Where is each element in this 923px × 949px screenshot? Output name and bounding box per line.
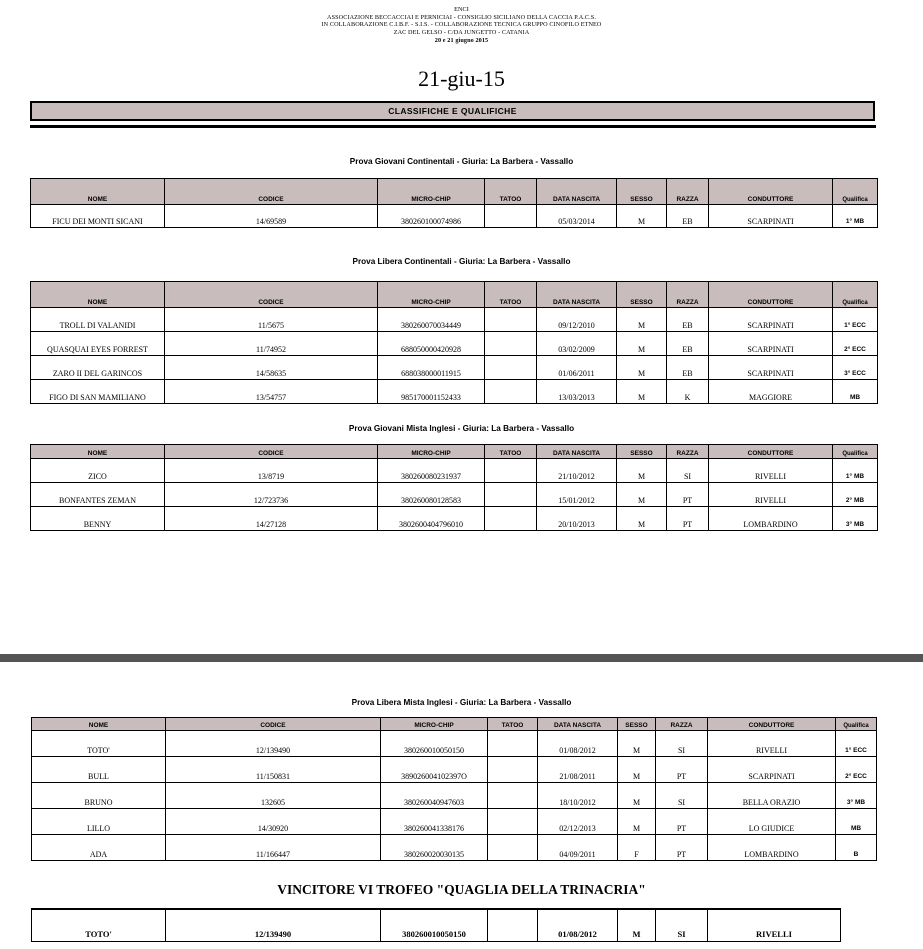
cell-handler: MAGGIORE xyxy=(709,380,833,404)
cell-sex: M xyxy=(617,380,667,404)
cell-breed: PT xyxy=(667,507,709,531)
column-header-handler: CONDUTTORE xyxy=(708,718,836,731)
winner-table xyxy=(31,908,841,942)
table-row xyxy=(31,459,878,483)
cell-qualification: 3° ECC xyxy=(833,356,878,380)
cell-breed: EB xyxy=(667,332,709,356)
cell-qualification: 1° ECC xyxy=(836,731,877,757)
table-row xyxy=(31,380,878,404)
cell-birth-date: 05/03/2014 xyxy=(537,205,617,228)
cell-birth-date: 13/03/2013 xyxy=(537,380,617,404)
table-row xyxy=(32,783,877,809)
column-header-code: CODICE xyxy=(166,718,381,731)
cell-handler: RIVELLI xyxy=(709,459,833,483)
cell-name: BULL xyxy=(32,757,166,783)
cell-birth-date: 15/01/2012 xyxy=(537,483,617,507)
column-header-microchip: MICRO-CHIP xyxy=(378,445,485,459)
cell-microchip: 688038000011915 xyxy=(378,356,485,380)
winner-cell-code: 12/139490 xyxy=(166,909,381,942)
cell-microchip: 380260010050150 xyxy=(381,731,488,757)
cell-sex: M xyxy=(618,783,656,809)
section-caption-libera-continentali: Prova Libera Continentali - Giuria: La Barbera - Vassallo xyxy=(352,257,571,266)
column-header-qualification: Qualifica xyxy=(833,445,878,459)
cell-qualification: B xyxy=(836,835,877,861)
table-row xyxy=(31,356,878,380)
table-row xyxy=(31,483,878,507)
cell-handler: LOMBARDINO xyxy=(708,835,836,861)
cell-sex: M xyxy=(617,483,667,507)
column-header-tatoo: TATOO xyxy=(488,718,538,731)
column-header-code: CODICE xyxy=(165,282,378,308)
section-caption-libera-mista-inglesi: Prova Libera Mista Inglesi - Giuria: La Barbera - Vassallo xyxy=(351,698,572,707)
cell-code: 14/69589 xyxy=(165,205,378,228)
column-header-birth-date: DATA NASCITA xyxy=(537,445,617,459)
column-header-birth-date: DATA NASCITA xyxy=(537,282,617,308)
cell-name: BONFANTES ZEMAN xyxy=(31,483,165,507)
cell-qualification: 3° MB xyxy=(836,783,877,809)
results-table-giovani-mista-inglesi xyxy=(30,444,878,531)
cell-code: 12/723736 xyxy=(165,483,378,507)
winner-cell-microchip: 380260010050150 xyxy=(381,909,488,942)
column-header-name: NOME xyxy=(31,282,165,308)
cell-breed: PT xyxy=(656,835,708,861)
column-header-sex: SESSO xyxy=(617,282,667,308)
cell-breed: PT xyxy=(667,483,709,507)
cell-tatoo xyxy=(485,459,537,483)
cell-code: 11/74952 xyxy=(165,332,378,356)
cell-handler: SCARPINATI xyxy=(709,308,833,332)
column-header-birth-date: DATA NASCITA xyxy=(537,179,617,205)
winner-row xyxy=(32,909,841,942)
cell-microchip: 985170001152433 xyxy=(378,380,485,404)
cell-handler: LO GIUDICE xyxy=(708,809,836,835)
cell-microchip: 3802600404796010 xyxy=(378,507,485,531)
cell-name: FIGO DI SAN MAMILIANO xyxy=(31,380,165,404)
table-row xyxy=(32,757,877,783)
cell-birth-date: 20/10/2013 xyxy=(537,507,617,531)
cell-tatoo xyxy=(485,332,537,356)
cell-sex: M xyxy=(618,731,656,757)
column-header-breed: RAZZA xyxy=(656,718,708,731)
cell-qualification: 2° ECC xyxy=(833,332,878,356)
cell-handler: RIVELLI xyxy=(709,483,833,507)
column-header-name: NOME xyxy=(31,179,165,205)
winner-cell-handler: RIVELLI xyxy=(708,909,841,942)
cell-qualification: MB xyxy=(836,809,877,835)
table-row xyxy=(31,205,878,228)
cell-handler: SCARPINATI xyxy=(709,356,833,380)
cell-qualification: 2° ECC xyxy=(836,757,877,783)
column-header-handler: CONDUTTORE xyxy=(709,282,833,308)
cell-code: 13/54757 xyxy=(165,380,378,404)
winner-cell-sex: M xyxy=(618,909,656,942)
cell-name: TROLL DI VALANIDI xyxy=(31,308,165,332)
cell-code: 14/27128 xyxy=(165,507,378,531)
column-header-tatoo: TATOO xyxy=(485,282,537,308)
cell-handler: SCARPINATI xyxy=(708,757,836,783)
cell-name: ZICO xyxy=(31,459,165,483)
cell-microchip: 688050000420928 xyxy=(378,332,485,356)
cell-tatoo xyxy=(488,809,538,835)
column-header-breed: RAZZA xyxy=(667,282,709,308)
classification-banner: CLASSIFICHE E QUALIFICHE xyxy=(30,101,875,121)
header-line-collaboration: IN COLLABORAZIONE C.I.B.F. - S.I.S. - COLLABORAZIONE TECNICA GRUPPO CINOFILO ETNEO xyxy=(321,21,602,28)
cell-birth-date: 18/10/2012 xyxy=(538,783,618,809)
column-header-name: NOME xyxy=(31,445,165,459)
cell-tatoo xyxy=(485,356,537,380)
cell-birth-date: 03/02/2009 xyxy=(537,332,617,356)
cell-sex: M xyxy=(618,809,656,835)
column-header-microchip: MICRO-CHIP xyxy=(378,282,485,308)
header-line-dates: 20 e 21 giugno 2015 xyxy=(434,37,489,44)
cell-code: 11/5675 xyxy=(165,308,378,332)
cell-sex: M xyxy=(618,757,656,783)
banner-rule xyxy=(30,125,876,128)
column-header-breed: RAZZA xyxy=(667,179,709,205)
cell-birth-date: 21/08/2011 xyxy=(538,757,618,783)
cell-tatoo xyxy=(488,783,538,809)
cell-sex: M xyxy=(617,205,667,228)
cell-birth-date: 04/09/2011 xyxy=(538,835,618,861)
header-line-association: ASSOCIAZIONE BECCACCIAI E PERNICIAI - CONSIGLIO SICILIANO DELLA CACCIA P.A.C.S. xyxy=(327,14,596,21)
column-header-tatoo: TATOO xyxy=(485,179,537,205)
page-separator xyxy=(0,654,923,662)
cell-qualification: 3° MB xyxy=(833,507,878,531)
header-line-enci: ENCI xyxy=(454,6,469,13)
column-header-handler: CONDUTTORE xyxy=(709,445,833,459)
winner-cell-tatoo xyxy=(488,909,538,942)
cell-sex: M xyxy=(617,308,667,332)
table-row xyxy=(31,308,878,332)
cell-qualification: MB xyxy=(833,380,878,404)
cell-tatoo xyxy=(485,308,537,332)
cell-tatoo xyxy=(485,205,537,228)
cell-qualification: 1° MB xyxy=(833,459,878,483)
cell-name: BRUNO xyxy=(32,783,166,809)
cell-sex: F xyxy=(618,835,656,861)
cell-breed: EB xyxy=(667,356,709,380)
cell-tatoo xyxy=(485,483,537,507)
cell-microchip: 380260080128583 xyxy=(378,483,485,507)
table-row xyxy=(31,507,878,531)
cell-handler: LOMBARDINO xyxy=(709,507,833,531)
table-row xyxy=(32,835,877,861)
cell-tatoo xyxy=(485,380,537,404)
cell-breed: EB xyxy=(667,308,709,332)
cell-birth-date: 21/10/2012 xyxy=(537,459,617,483)
cell-name: BENNY xyxy=(31,507,165,531)
column-header-sex: SESSO xyxy=(617,179,667,205)
table-row xyxy=(31,332,878,356)
cell-tatoo xyxy=(485,507,537,531)
cell-handler: SCARPINATI xyxy=(709,332,833,356)
cell-sex: M xyxy=(617,507,667,531)
cell-microchip: 380260020030135 xyxy=(381,835,488,861)
cell-breed: SI xyxy=(656,731,708,757)
cell-qualification: 2° MB xyxy=(833,483,878,507)
column-header-handler: CONDUTTORE xyxy=(709,179,833,205)
cell-microchip: 380260070034449 xyxy=(378,308,485,332)
cell-microchip: 380260040947603 xyxy=(381,783,488,809)
cell-name: FICU DEI MONTI SICANI xyxy=(31,205,165,228)
column-header-qualification: Qualifica xyxy=(833,282,878,308)
cell-sex: M xyxy=(617,332,667,356)
cell-sex: M xyxy=(617,356,667,380)
cell-breed: EB xyxy=(667,205,709,228)
cell-handler: SCARPINATI xyxy=(709,205,833,228)
column-header-qualification: Qualifica xyxy=(833,179,878,205)
results-table-libera-mista-inglesi xyxy=(31,717,877,861)
cell-name: LILLO xyxy=(32,809,166,835)
section-caption-giovani-mista-inglesi: Prova Giovani Mista Inglesi - Giuria: La Barbera - Vassallo xyxy=(348,424,575,433)
cell-tatoo xyxy=(488,835,538,861)
cell-name: QUASQUAI EYES FORREST xyxy=(31,332,165,356)
cell-handler: BELLA ORAZIO xyxy=(708,783,836,809)
cell-breed: PT xyxy=(656,809,708,835)
cell-tatoo xyxy=(488,731,538,757)
winner-cell-name: TOTO' xyxy=(32,909,166,942)
page-date: 21-giu-15 xyxy=(418,66,505,91)
cell-microchip: 380260080231937 xyxy=(378,459,485,483)
table-row xyxy=(32,731,877,757)
table-row xyxy=(32,809,877,835)
header-line-location: ZAC DEL GELSO - C/DA JUNGETTO - CATANIA xyxy=(393,29,530,36)
cell-code: 13/8719 xyxy=(165,459,378,483)
cell-code: 14/58635 xyxy=(165,356,378,380)
section-caption-giovani-continentali: Prova Giovani Continentali - Giuria: La Barbera - Vassallo xyxy=(349,157,574,166)
cell-breed: SI xyxy=(656,783,708,809)
cell-qualification: 1° MB xyxy=(833,205,878,228)
cell-tatoo xyxy=(488,757,538,783)
column-header-code: CODICE xyxy=(165,179,378,205)
cell-breed: PT xyxy=(656,757,708,783)
cell-microchip: 380260100074986 xyxy=(378,205,485,228)
column-header-microchip: MICRO-CHIP xyxy=(381,718,488,731)
cell-sex: M xyxy=(617,459,667,483)
column-header-name: NOME xyxy=(32,718,166,731)
column-header-birth-date: DATA NASCITA xyxy=(538,718,618,731)
cell-birth-date: 02/12/2013 xyxy=(538,809,618,835)
column-header-sex: SESSO xyxy=(618,718,656,731)
column-header-code: CODICE xyxy=(165,445,378,459)
column-header-sex: SESSO xyxy=(617,445,667,459)
cell-name: TOTO' xyxy=(32,731,166,757)
cell-code: 12/139490 xyxy=(166,731,381,757)
cell-breed: SI xyxy=(667,459,709,483)
cell-birth-date: 01/08/2012 xyxy=(538,731,618,757)
winner-cell-birth-date: 01/08/2012 xyxy=(538,909,618,942)
cell-qualification: 1° ECC xyxy=(833,308,878,332)
column-header-qualification: Qualifica xyxy=(836,718,877,731)
cell-birth-date: 09/12/2010 xyxy=(537,308,617,332)
column-header-microchip: MICRO-CHIP xyxy=(378,179,485,205)
cell-code: 14/30920 xyxy=(166,809,381,835)
winner-title: VINCITORE VI TROFEO "QUAGLIA DELLA TRINACRIA" xyxy=(277,882,646,897)
cell-microchip: 380260041338176 xyxy=(381,809,488,835)
cell-code: 132605 xyxy=(166,783,381,809)
cell-breed: K xyxy=(667,380,709,404)
cell-code: 11/150831 xyxy=(166,757,381,783)
column-header-tatoo: TATOO xyxy=(485,445,537,459)
cell-name: ZARO II DEL GARINCOS xyxy=(31,356,165,380)
column-header-breed: RAZZA xyxy=(667,445,709,459)
results-table-libera-continentali xyxy=(30,281,878,404)
cell-code: 11/166447 xyxy=(166,835,381,861)
cell-microchip: 389026004102397O xyxy=(381,757,488,783)
winner-cell-breed: SI xyxy=(656,909,708,942)
cell-birth-date: 01/06/2011 xyxy=(537,356,617,380)
cell-handler: RIVELLI xyxy=(708,731,836,757)
results-table-giovani-continentali xyxy=(30,178,878,228)
cell-name: ADA xyxy=(32,835,166,861)
